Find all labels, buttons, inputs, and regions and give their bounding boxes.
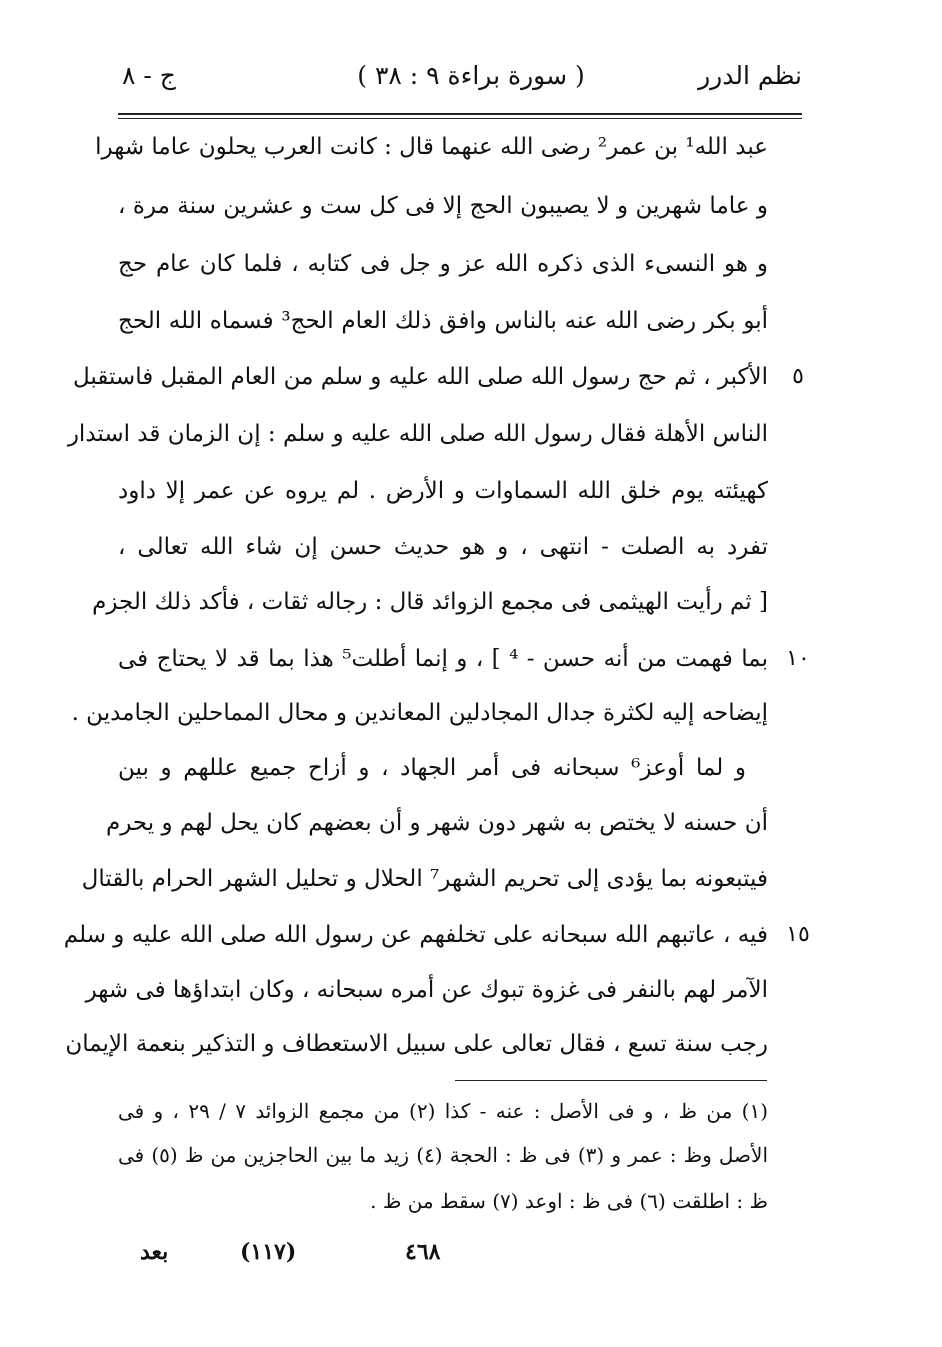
page-number: ٤٦٨ (405, 1239, 441, 1265)
catchword: بعد (140, 1239, 169, 1265)
footnote-rule (455, 1080, 767, 1081)
header-rule-thick (118, 113, 802, 115)
text-line: [ ثم رأيت الهيثمى فى مجمع الزوائد قال : رجاله ثقات ، فأكد ذلك الجزم (92, 589, 768, 615)
text-line: عبد الله¹ بن عمر² رضى الله عنهما قال : كانت العرب يحلون عاما شهرا (95, 134, 768, 160)
paragraph-first-line: و لما أوعز⁶ سبحانه فى أمر الجهاد ، و أزاح جميع عللهم و بين (118, 755, 746, 781)
text-line: تفرد به الصلت - انتهى ، و هو حديث حسن إن شاء الله تعالى ، (118, 534, 768, 560)
line-number: ١٥ (786, 922, 810, 947)
running-title: نظم الدرر (698, 61, 802, 90)
text-line: فيتبعونه بما يؤدى إلى تحريم الشهر⁷ الحلال و تحليل الشهر الحرام بالقتال (81, 866, 768, 892)
text-line: الآمر لهم بالنفر فى غزوة تبوك عن أمره سبحانه ، وكان ابتداؤها فى شهر (85, 977, 768, 1003)
footnote-line: ظ : اطلقت (٦) فى ظ : اوعد (٧) سقط من ظ . (370, 1189, 768, 1213)
volume-label: ج - ٨ (122, 61, 176, 90)
text-line: الأكبر ، ثم حج رسول الله صلى الله عليه و سلم من العام المقبل فاستقبل (73, 364, 768, 390)
text-line: أبو بكر رضى الله عنه بالناس وافق ذلك العام الحج³ فسماه الله الحج (118, 308, 768, 334)
section-number: (١١٧) (240, 1239, 297, 1265)
text-line: أن حسنه لا يختص به شهر دون شهر و أن بعضهم كان يحل لهم و يحرم (106, 810, 768, 836)
text-line: الناس الأهلة فقال رسول الله صلى الله عليه و سلم : إن الزمان قد استدار (67, 421, 768, 447)
line-number: ١٠ (786, 646, 810, 671)
text-line: و هو النسىء الذى ذكره الله عز و جل فى كتابه ، فلما كان عام حج (118, 251, 768, 277)
footnote-line: الأصل وظ : عمر و (٣) فى ظ : الحجة (٤) زيد ما بين الحاجزين من ظ (٥) فى (118, 1143, 768, 1167)
footnote-line: (١) من ظ ، و فى الأصل : عنه - كذا (٢) من مجمع الزوائد ٧ / ٢٩ ، و فى (118, 1099, 769, 1123)
text-line: إيضاحه إليه لكثرة جدال المجادلين المعاندين و محال المماحلين الجامدين . (71, 700, 768, 726)
line-number: ٥ (792, 364, 804, 389)
surah-reference: ( سورة براءة ٩ : ٣٨ ) (357, 61, 585, 90)
header-rule-thin (118, 118, 802, 119)
text-line: بما فهمت من أنه حسن - ⁴ ] ، و إنما أطلت⁵ هذا بما قد لا يحتاج فى (118, 646, 768, 672)
text-line: و عاما شهرين و لا يصيبون الحج إلا فى كل ست و عشرين سنة مرة ، (118, 193, 768, 219)
text-line: فيه ، عاتبهم الله سبحانه على تخلفهم عن رسول الله صلى الله عليه و سلم (63, 922, 768, 948)
text-line: رجب سنة تسع ، فقال تعالى على سبيل الاستعطاف و التذكير بنعمة الإيمان (65, 1031, 768, 1057)
text-line: كهيئته يوم خلق الله السماوات و الأرض . لم يروه عن عمر إلا داود (118, 478, 768, 504)
